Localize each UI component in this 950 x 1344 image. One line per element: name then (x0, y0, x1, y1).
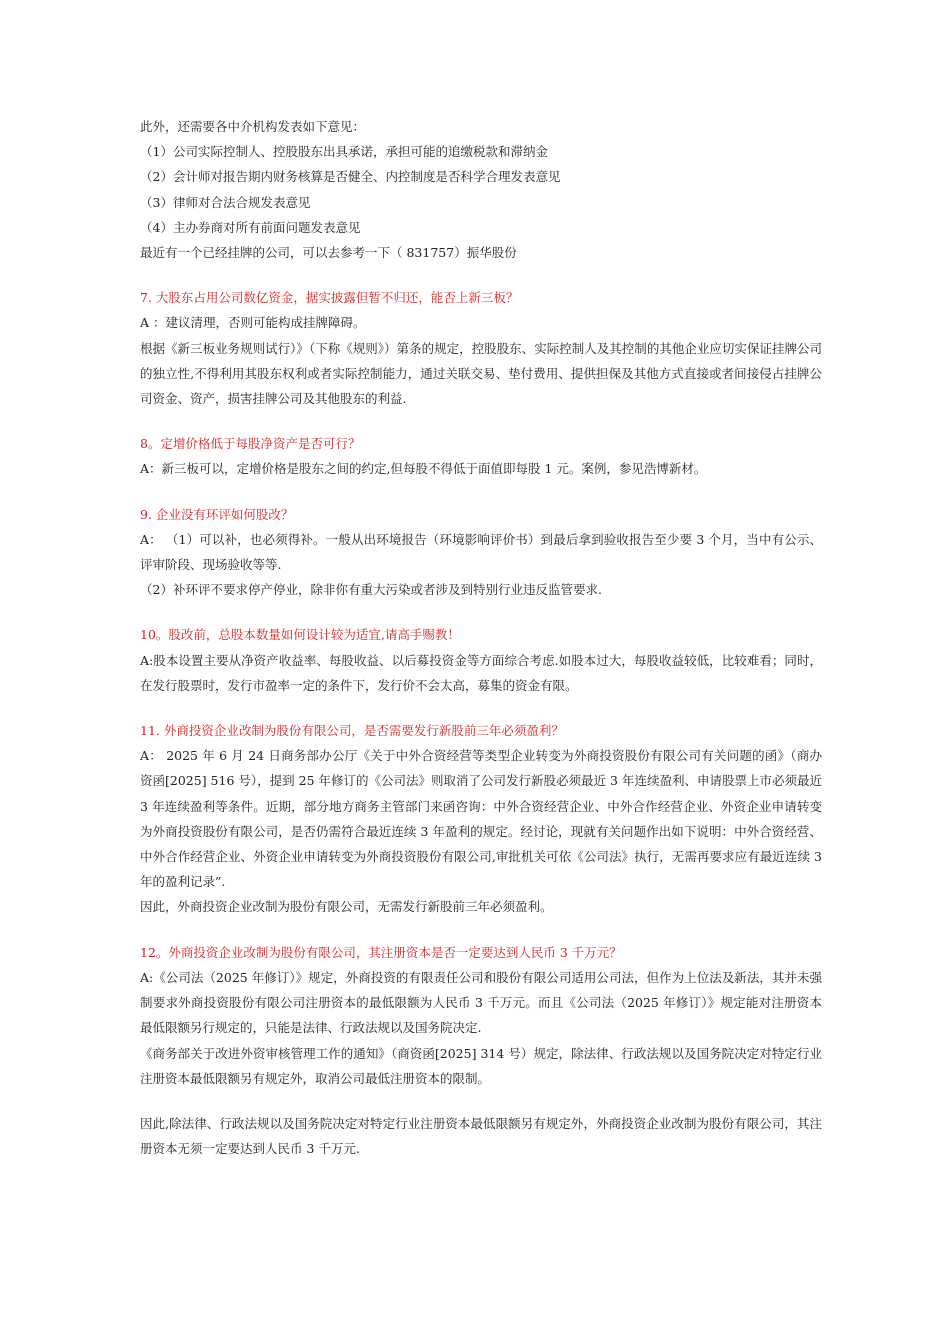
question-7-explanation: 根据《新三板业务规则试行）》（下称《规则》）第条的规定，控股股东、实际控制人及其控制的其他企业应切实保证挂牌公司的独立性,不得利用其股东权利或者实际控制能力，通过关联交易、垫付费用、提供担保及其他方式直接或者间接侵占挂牌公司资金、资产，损害挂牌公司及其他股东的利益. (140, 340, 822, 407)
question-7-answer: A ：建议清理，否则可能构成挂牌障碍。 (140, 315, 366, 331)
question-11-heading: 11. 外商投资企业改制为股份有限公司，是否需要发行新股前三年必须盈利？ (140, 723, 564, 739)
intro-reference: 最近有一个已经挂牌的公司，可以去参考一下（ 831757）振华股份 (140, 245, 517, 261)
intro-item-1: （1）公司实际控制人、控股股东出具承诺，承担可能的追缴税款和滞纳金 (140, 144, 548, 160)
question-12-heading: 12。外商投资企业改制为股份有限公司，其注册资本是否一定要达到人民币 3 千万元？ (140, 944, 622, 960)
paragraph-spacer (140, 1091, 822, 1111)
question-8-answer: A：新三板可以，定增价格是股东之间的约定,但每股不得低于面值即每股 1 元。案例，参见浩博新材。 (140, 461, 707, 477)
intro-item-2: （2）会计师对报告期内财务核算是否健全、内控制度是否科学合理发表意见 (140, 169, 561, 185)
intro-item-3: （3）律师对合法合规发表意见 (140, 194, 311, 210)
question-11-answer: A： 2025 年 6 月 24 日商务部办公厅《关于中外合资经营等类型企业转变为外商投资股份有限公司有关问题的函》（商办资函[2025] 516 号），提到 25 年修订的《公司法》则取消了公司发行新股必须最近 3 年连续盈利、申请股票上市必须最近 3 年连续盈利等条件。近期，部分地方商务主管部门来函咨询：中外合资经营企业、中外合作经营企业、外资企业申请转变为外商投资股份有限公司，是否仍需符合最近连续 3 年盈利的规定。经讨论，现就有关问题作出如下说明：中外合资经营、中外合作经营企业、外资企业申请转变为外商投资股份有限公司,审批机关可依《公司法》执行，无需再要求应有最近连续 3 年的盈利记录”. (140, 748, 822, 890)
question-12-answer: A:《公司法（2025 年修订）》规定，外商投资的有限责任公司和股份有限公司适用公司法，但作为上位法及新法，其并未强制要求外商投资股份有限公司注册资本的最低限额为人民币 3 千万元。而且《公司法（2025 年修订）》规定能对注册资本最低限额另行规定的，只能是法律、行政法规以及国务院决定. (140, 969, 822, 1036)
intro-item-4: （4）主办券商对所有前面问题发表意见 (140, 219, 361, 235)
question-9-answer-2: （2）补环评不要求停产停业，除非你有重大污染或者涉及到特别行业违反监管要求. (140, 582, 602, 598)
question-9-heading: 9. 企业没有环评如何股改？ (140, 506, 294, 522)
question-9-answer-1: A： （1）可以补，也必须得补。一般从出环境报告（环境影响评价书）到最后拿到验收报告至少要 3 个月，当中有公示、评审阶段、现场验收等等. (140, 531, 822, 573)
question-7-heading: 7. 大股东占用公司数亿资金，据实披露但暂不归还，能否上新三板？ (140, 290, 519, 306)
question-10-answer: A:股本设置主要从净资产收益率、每股收益、以后募投资金等方面综合考虑.如股本过大，每股收益较低，比较难看；同时，在发行股票时，发行市盈率一定的条件下，发行价不会太高，募集的资金有限。 (140, 652, 822, 693)
question-8-heading: 8。定增价格低于每股净资产是否可行？ (140, 436, 361, 452)
intro-lead: 此外，还需要各中介机构发表如下意见： (140, 119, 366, 134)
question-12-notice: 《商务部关于改进外资审核管理工作的通知》（商资函[2025] 314 号）规定，除法律、行政法规以及国务院决定对特定行业注册资本最低限额另有规定外，取消公司最低注册资本的限制。 (140, 1045, 822, 1086)
question-11-conclusion: 因此，外商投资企业改制为股份有限公司，无需发行新股前三年必须盈利。 (140, 899, 553, 915)
question-12-conclusion: 因此,除法律、行政法规以及国务院决定对特定行业注册资本最低限额另有规定外，外商投资企业改制为股份有限公司，其注册资本无须一定要达到人民币 3 千万元. (140, 1115, 822, 1157)
question-10-heading: 10。股改前，总股本数量如何设计较为适宜,请高手赐教！ (140, 627, 460, 643)
document-page (140, 114, 822, 1161)
